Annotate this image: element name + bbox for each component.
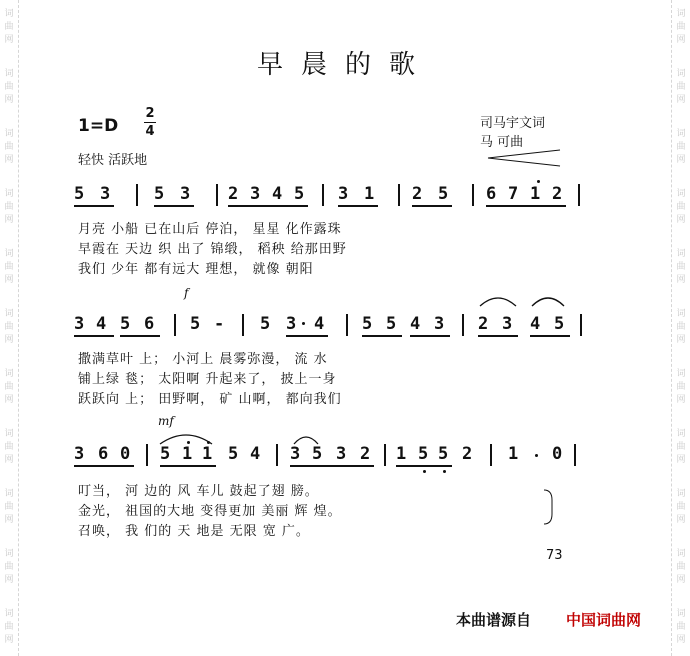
watermark-glyph: 网 [4,455,14,465]
note: 5 [312,444,323,464]
watermark-glyph: 网 [676,215,686,225]
note: 0 [120,444,131,464]
lyric-line: 月亮 小船 已在山后 停泊， 星星 化作露珠 [78,222,342,237]
watermark-glyph: 曲 [4,322,14,332]
note: 1 [364,184,375,204]
watermark-glyph: 网 [4,95,14,105]
watermark-glyph: 网 [676,275,686,285]
note: 3 [434,314,445,334]
watermark-glyph: 网 [4,635,14,645]
watermark-glyph: 网 [676,635,686,645]
watermark-glyph: 曲 [4,22,14,32]
lyric-line: 我们 少年 都有远大 理想， 就像 朝阳 [78,262,314,277]
watermark-glyph: 词 [676,489,686,499]
note: 5 [190,314,201,334]
note: 4 [314,314,325,334]
watermark-glyph: 网 [676,515,686,525]
note: 3 [100,184,111,204]
watermark-glyph: 曲 [676,142,686,152]
note: 5 [260,314,271,334]
watermark-glyph: 网 [4,515,14,525]
watermark-glyph: 曲 [676,622,686,632]
note: 3 [180,184,191,204]
watermark-glyph: 词 [4,369,14,379]
note: 4 [250,444,261,464]
time-signature-top: 2 [145,106,155,121]
note: 3 [250,184,261,204]
note: 5 [386,314,397,334]
note: 6 [98,444,109,464]
watermark-glyph: 词 [676,9,686,19]
note: - [214,314,225,334]
watermark-glyph: 网 [676,35,686,45]
note: 5 [294,184,305,204]
music-system-1 [0,180,690,310]
watermark-glyph: 曲 [676,502,686,512]
watermark-glyph: 词 [4,609,14,619]
note: 3 [74,314,85,334]
watermark-glyph: 词 [4,9,14,19]
dynamic-marking: mf [158,414,174,428]
note: 5 [438,184,449,204]
watermark-glyph: 网 [4,395,14,405]
note: 4 [272,184,283,204]
note: 4 [410,314,421,334]
note: 3 [290,444,301,464]
watermark-glyph: 词 [676,549,686,559]
note: 3 [286,314,297,334]
note: 1 [396,444,407,464]
note: 0 [552,444,563,464]
note: 1 [508,444,519,464]
lyric-line: 叮当， 河 边的 风 车儿 鼓起了翅 膀。 [78,484,319,499]
watermark-glyph: 曲 [676,322,686,332]
note: 2 [228,184,239,204]
watermark-glyph: 网 [676,455,686,465]
watermark-glyph: 曲 [4,262,14,272]
watermark-glyph: 曲 [676,202,686,212]
watermark-glyph: 词 [676,429,686,439]
composer-credit: 马 可曲 [480,135,524,150]
footer-source-label: 本曲谱源自 [456,611,532,629]
song-title: 早晨的歌 [256,50,433,80]
note: 4 [96,314,107,334]
watermark-glyph: 曲 [4,202,14,212]
watermark-glyph: 词 [4,549,14,559]
note: 3 [338,184,349,204]
note: 2 [412,184,423,204]
lyricist-credit: 司马宇文词 [480,116,546,131]
watermark-glyph: 网 [676,95,686,105]
note: 2 [478,314,489,334]
watermark-glyph: 曲 [4,142,14,152]
note: 5 [228,444,239,464]
note: 3 [74,444,85,464]
note: 5 [438,444,449,464]
lyric-line: 跃跃向 上； 田野啊， 矿 山啊， 都向我们 [78,392,342,407]
watermark-glyph: 曲 [4,562,14,572]
lyric-line: 早霞在 天边 织 出了 锦缎， 稻秧 给那田野 [78,242,347,257]
key-signature: 1=D [78,116,119,136]
watermark-glyph: 词 [4,309,14,319]
footer-site-link[interactable]: 中国词曲网 [566,611,642,629]
note: 5 [74,184,85,204]
watermark-glyph: 曲 [676,262,686,272]
watermark-glyph: 网 [676,575,686,585]
watermark-glyph: 词 [4,129,14,139]
note: 6 [486,184,497,204]
music-system-3 [0,414,690,574]
watermark-glyph: 曲 [4,502,14,512]
note: 2 [462,444,473,464]
watermark-glyph: 网 [4,575,14,585]
watermark-glyph: 词 [676,249,686,259]
note: 5 [120,314,131,334]
watermark-glyph: 网 [676,395,686,405]
watermark-glyph: 网 [4,215,14,225]
watermark-glyph: 曲 [676,382,686,392]
watermark-glyph: 词 [676,69,686,79]
note: 1 [202,444,213,464]
watermark-glyph: 词 [4,69,14,79]
page-number: 73 [546,548,563,563]
watermark-glyph: 词 [676,189,686,199]
watermark-glyph: 词 [4,429,14,439]
dynamic-marking: f [184,286,189,300]
note: 3 [502,314,513,334]
watermark-glyph: 曲 [4,622,14,632]
note: 5 [154,184,165,204]
lyric-line: 召唤， 我 们的 天 地是 无限 宽 广。 [78,524,310,539]
watermark-glyph: 网 [4,275,14,285]
watermark-glyph: 词 [676,369,686,379]
watermark-glyph: 曲 [676,22,686,32]
watermark-glyph: 词 [4,249,14,259]
note: 5 [362,314,373,334]
lyric-line: 铺上绿 毯； 太阳啊 升起来了， 披上一身 [78,372,337,387]
watermark-glyph: 曲 [4,382,14,392]
note: 3 [336,444,347,464]
lyric-line: 撒满草叶 上； 小河上 晨雾弥漫， 流 水 [78,352,328,367]
watermark-glyph: 曲 [4,442,14,452]
watermark-glyph: 网 [4,35,14,45]
note: 2 [552,184,563,204]
watermark-glyph: 词 [4,189,14,199]
watermark-glyph: 词 [676,609,686,619]
note: 6 [144,314,155,334]
watermark-glyph: 网 [676,335,686,345]
time-signature-bottom: 4 [145,124,155,139]
note: 5 [554,314,565,334]
watermark-glyph: 词 [676,129,686,139]
watermark-glyph: 曲 [4,82,14,92]
watermark-glyph: 词 [4,489,14,499]
tempo-marking: 轻快 活跃地 [78,153,148,168]
note: 5 [160,444,171,464]
watermark-glyph: 网 [4,155,14,165]
note: 7 [508,184,519,204]
watermark-glyph: 网 [4,335,14,345]
lyric-line: 金光， 祖国的大地 变得更加 美丽 辉 煌。 [78,504,342,519]
note: 1 [530,184,541,204]
note: 4 [530,314,541,334]
watermark-glyph: 曲 [676,562,686,572]
watermark-glyph: 网 [676,155,686,165]
watermark-glyph: 曲 [676,82,686,92]
note: 1 [182,444,193,464]
music-system-2 [0,286,690,440]
watermark-glyph: 词 [676,309,686,319]
watermark-glyph: 曲 [676,442,686,452]
note: 5 [418,444,429,464]
note: 2 [360,444,371,464]
